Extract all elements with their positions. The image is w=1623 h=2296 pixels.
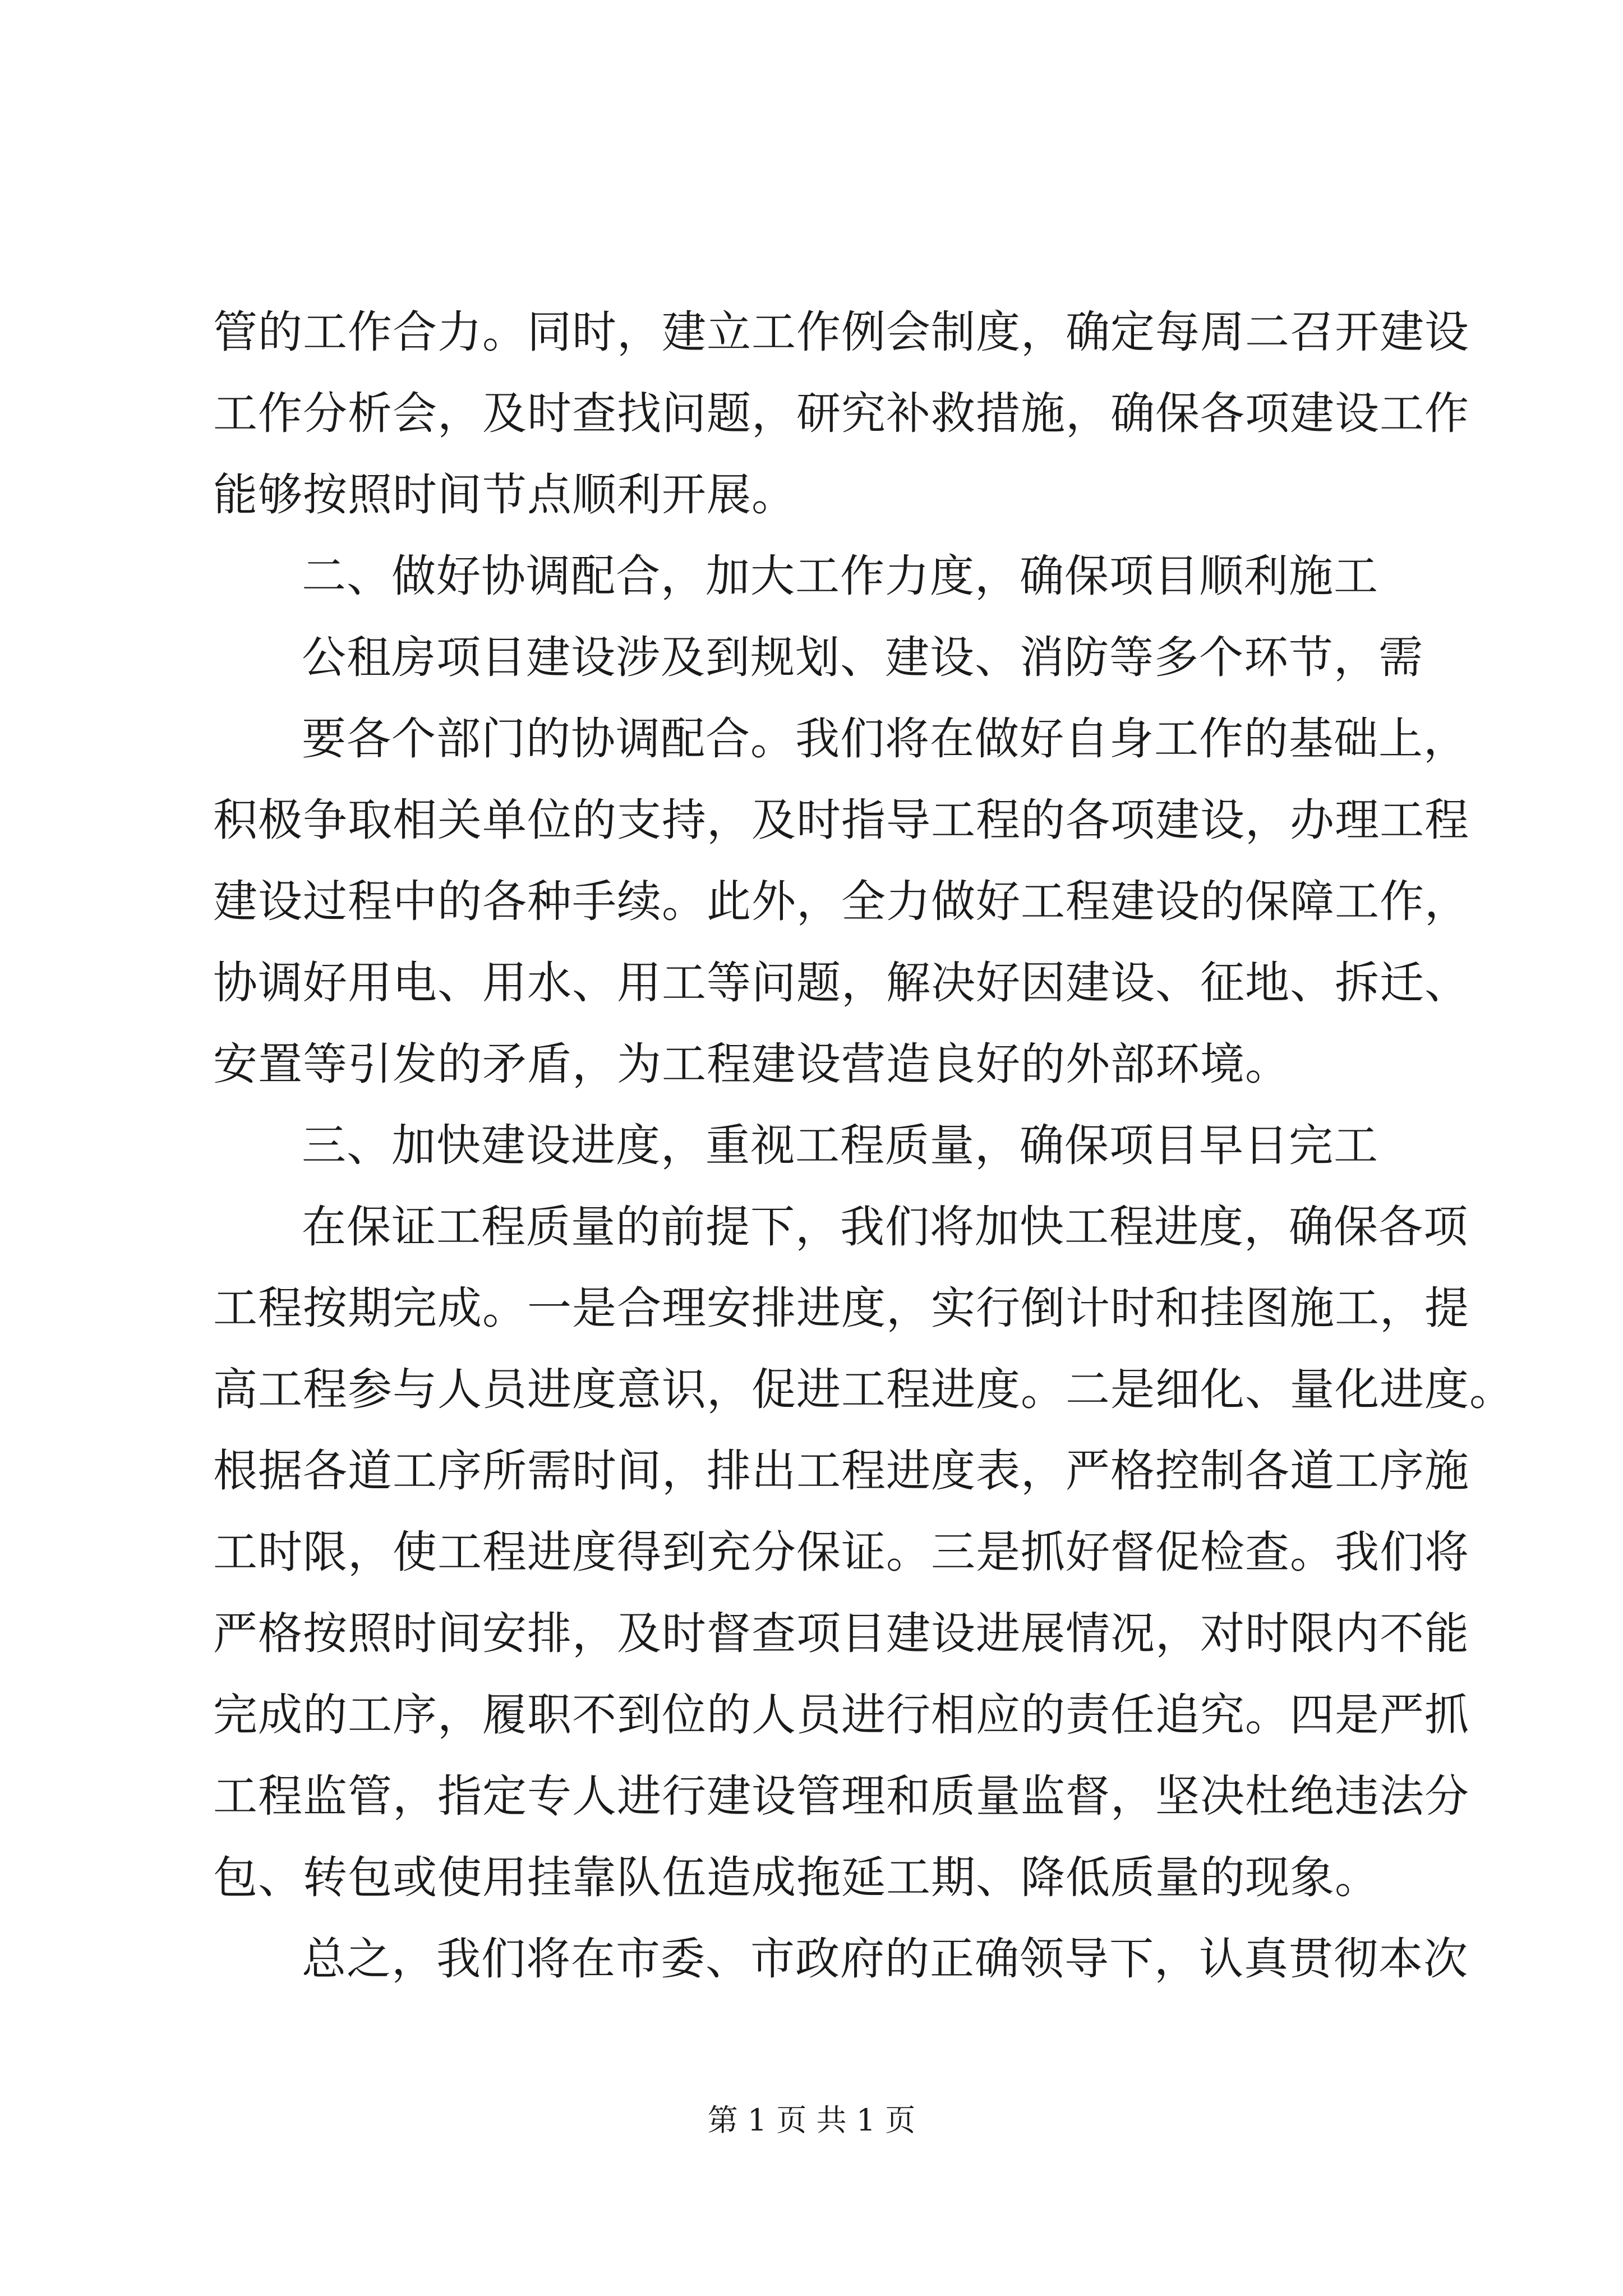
text-line: 根据各道工序所需时间，排出工程进度表，严格控制各道工序施: [213, 1445, 1469, 1497]
text-line: 要各个部门的协调配合。我们将在做好自身工作的基础上，: [302, 713, 1468, 765]
text-line: 工作分析会，及时查找问题，研究补救措施，确保各项建设工作: [213, 388, 1469, 439]
text-line: 协调好用电、用水、用工等问题，解决好因建设、征地、拆迁、: [213, 957, 1469, 1009]
text-line: 公租房项目建设涉及到规划、建设、消防等多个环节，需: [302, 632, 1423, 683]
text-line: 建设过程中的各种手续。此外，全力做好工程建设的保障工作，: [213, 876, 1469, 927]
text-line: 包、转包或使用挂靠队伍造成拖延工期、降低质量的现象。: [213, 1852, 1380, 1903]
text-line: 安置等引发的矛盾，为工程建设营造良好的外部环境。: [213, 1038, 1290, 1090]
text-line: 能够按照时间节点顺利开展。: [213, 469, 796, 521]
document-body: [213, 292, 1514, 2000]
text-line: 二、做好协调配合，加大工作力度，确保项目顺利施工: [302, 550, 1378, 602]
text-line: 工程监管，指定专人进行建设管理和质量监督，坚决杜绝违法分: [213, 1770, 1469, 1822]
text-line: 三、加快建设进度，重视工程质量，确保项目早日完工: [302, 1120, 1378, 1171]
text-line: 总之，我们将在市委、市政府的正确领导下，认真贯彻本次: [302, 1933, 1468, 1985]
text-line: 积极争取相关单位的支持，及时指导工程的各项建设，办理工程: [213, 794, 1469, 846]
text-line: 完成的工序，履职不到位的人员进行相应的责任追究。四是严抓: [213, 1689, 1469, 1741]
text-line: 高工程参与人员进度意识，促进工程进度。二是细化、量化进度。: [213, 1364, 1514, 1415]
page-footer: 第 1 页 共 1 页: [707, 2102, 916, 2138]
text-line: 工程按期完成。一是合理安排进度，实行倒计时和挂图施工，提: [213, 1282, 1469, 1334]
text-line: 严格按照时间安排，及时督查项目建设进展情况，对时限内不能: [213, 1608, 1469, 1659]
text-line: 工时限，使工程进度得到充分保证。三是抓好督促检查。我们将: [213, 1526, 1469, 1578]
text-line: 管的工作合力。同时，建立工作例会制度，确定每周二召开建设: [213, 306, 1469, 358]
text-line: 在保证工程质量的前提下，我们将加快工程进度，确保各项: [302, 1201, 1468, 1253]
